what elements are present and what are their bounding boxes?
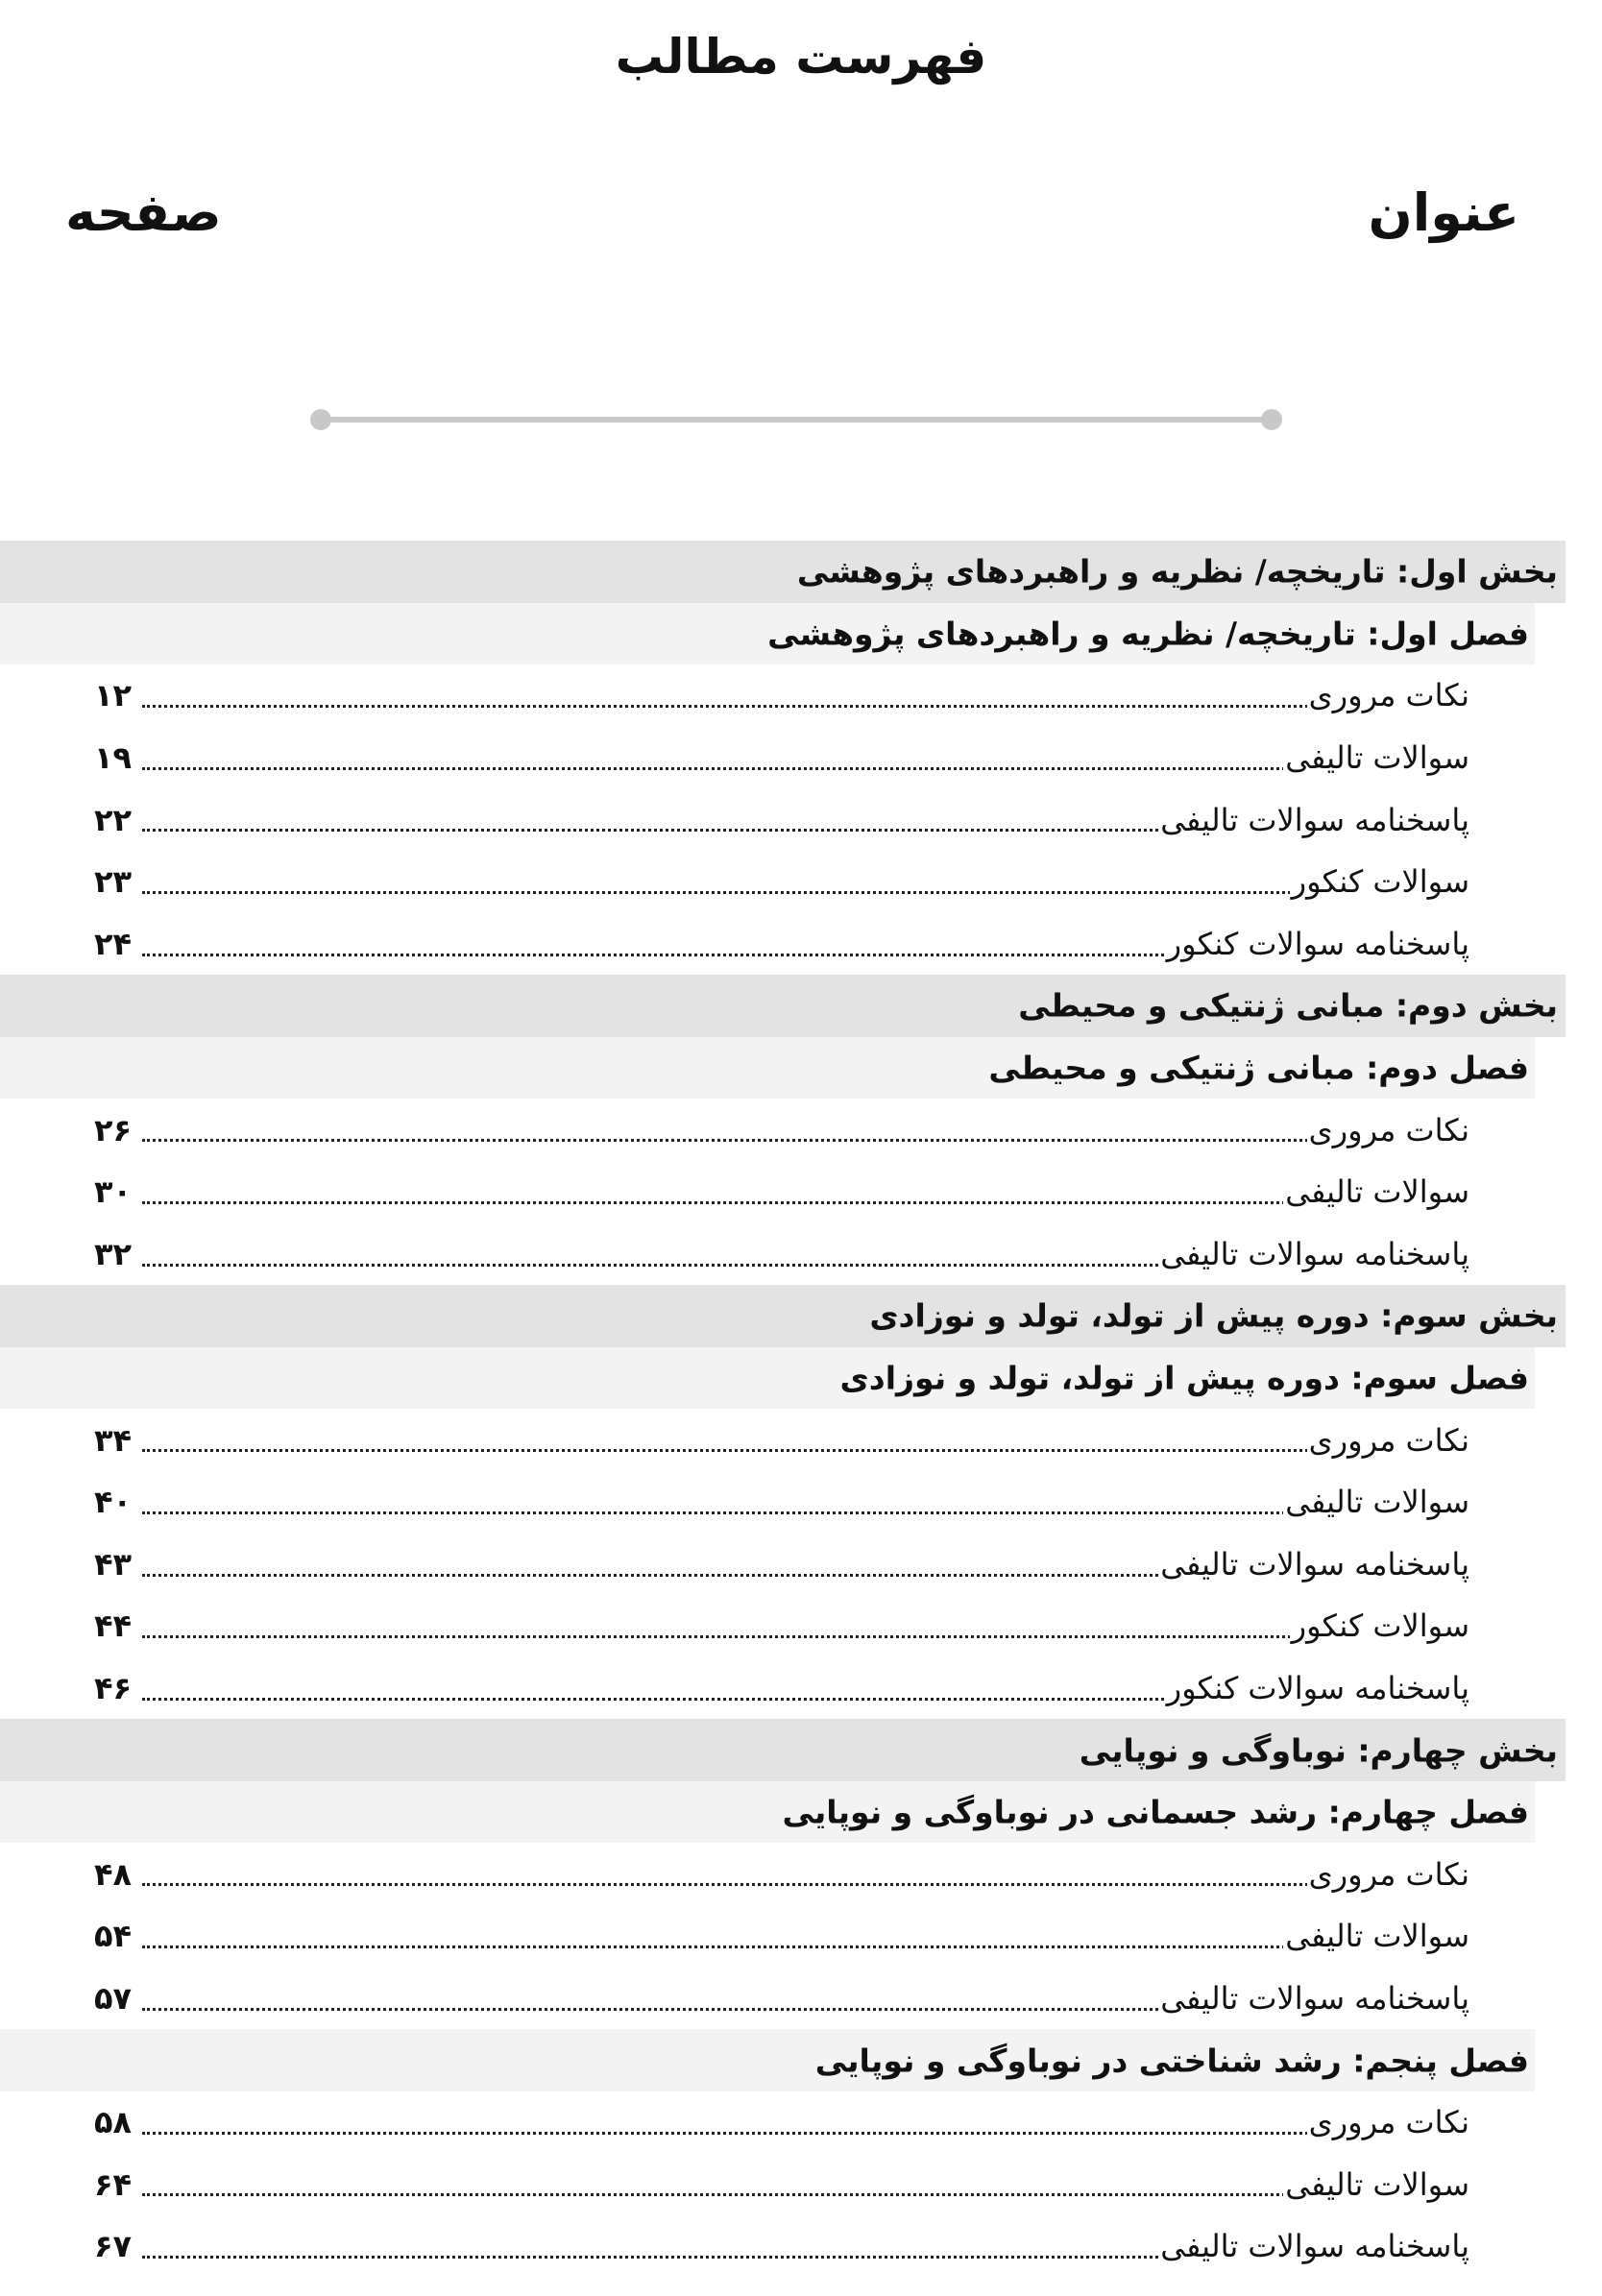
entry-title: پاسخنامه سوالات تالیفی [1160, 1979, 1469, 2017]
chapter-heading: فصل سوم: دوره پیش از تولد، تولد و نوزادی [839, 1359, 1529, 1397]
entry-page-number: ۴۸ [94, 1855, 133, 1893]
toc-entry [0, 1471, 1602, 1534]
entry-title: پاسخنامه سوالات کنکور [1166, 925, 1469, 962]
part-heading-row [0, 1719, 1566, 1781]
dot-leader [142, 2132, 1469, 2135]
dot-leader [142, 1449, 1469, 1452]
entry-title: نکات مروری [1308, 677, 1469, 714]
dot-leader [142, 767, 1469, 770]
chapter-heading-row [0, 2029, 1535, 2091]
dot-leader [142, 1883, 1469, 1886]
entry-page-number: ۵۴ [94, 1918, 133, 1955]
entry-page-number: ۵۷ [94, 1979, 133, 2017]
entry-page-number: ۲۲ [94, 801, 133, 838]
dot-leader [142, 2193, 1469, 2196]
entry-page-number: ۶۴ [94, 2165, 133, 2203]
decorative-divider [310, 409, 1282, 430]
entry-title: پاسخنامه سوالات کنکور [1166, 1669, 1469, 1706]
chapter-heading-row [0, 1781, 1535, 1844]
chapter-heading: فصل دوم: مبانی ژنتیکی و محیطی [988, 1049, 1529, 1087]
toc-entry [0, 913, 1602, 976]
entry-title: سوالات کنکور [1291, 1607, 1469, 1645]
entry-title: سوالات تالیفی [1285, 1918, 1469, 1955]
page-column-header: صفحه [65, 182, 222, 243]
entry-page-number: ۱۲ [94, 677, 133, 714]
toc-entry [0, 1223, 1602, 1286]
entry-page-number: ۳۴ [94, 1421, 133, 1459]
entry-title: پاسخنامه سوالات تالیفی [1160, 1235, 1469, 1272]
toc-entry [0, 1968, 1602, 2030]
part-heading: بخش سوم: دوره پیش از تولد، تولد و نوزادی [869, 1296, 1558, 1335]
toc-entry [0, 1905, 1602, 1968]
entry-page-number: ۲۶ [94, 1111, 133, 1148]
title-column-header: عنوان [1368, 182, 1519, 243]
chapter-heading: فصل پنجم: رشد شناختی در نوباوگی و نوپایی [814, 2042, 1529, 2080]
entry-title: سوالات کنکور [1291, 863, 1469, 901]
entry-title: سوالات تالیفی [1285, 1484, 1469, 1521]
part-heading: بخش اول: تاریخچه/ نظریه و راهبردهای پژوهشی [796, 552, 1558, 591]
chapter-heading-row [0, 1037, 1535, 1100]
entry-title: سوالات تالیفی [1285, 1173, 1469, 1211]
toc-entry [0, 851, 1602, 913]
dot-leader [142, 1511, 1469, 1514]
entry-title: پاسخنامه سوالات تالیفی [1160, 1545, 1469, 1583]
toc-entry [0, 665, 1602, 727]
entry-title: سوالات تالیفی [1285, 2165, 1469, 2203]
chapter-heading: فصل چهارم: رشد جسمانی در نوباوگی و نوپایی [782, 1793, 1529, 1831]
part-heading-row [0, 1285, 1566, 1347]
part-heading: بخش چهارم: نوباوگی و نوپایی [1079, 1731, 1558, 1770]
entry-page-number: ۳۲ [94, 1235, 133, 1272]
dot-leader [142, 705, 1469, 708]
toc-entry [0, 727, 1602, 789]
entry-page-number: ۲۴ [94, 925, 133, 962]
chapter-heading-row [0, 603, 1535, 665]
toc-entry [0, 1161, 1602, 1223]
toc-entry [0, 1595, 1602, 1657]
toc-entry [0, 2091, 1602, 2154]
entry-title: پاسخنامه سوالات تالیفی [1160, 2228, 1469, 2265]
entry-page-number: ۶۷ [94, 2228, 133, 2265]
toc-entry [0, 2153, 1602, 2215]
entry-title: نکات مروری [1308, 1421, 1469, 1459]
toc-entry [0, 788, 1602, 851]
part-heading: بخش دوم: مبانی ژنتیکی و محیطی [1018, 986, 1558, 1025]
entry-page-number: ۴۳ [94, 1545, 133, 1583]
entry-page-number: ۳۰ [94, 1173, 133, 1211]
chapter-heading-row [0, 1347, 1535, 1410]
divider-bar [321, 417, 1272, 423]
entry-title: سوالات تالیفی [1285, 739, 1469, 777]
dot-leader [142, 1635, 1469, 1638]
entry-page-number: ۱۹ [94, 739, 133, 777]
entry-title: نکات مروری [1308, 1111, 1469, 1148]
entry-page-number: ۵۸ [94, 2104, 133, 2141]
toc-entry [0, 1843, 1602, 1905]
part-heading-row [0, 541, 1566, 603]
entry-page-number: ۴۰ [94, 1484, 133, 1521]
entry-title: پاسخنامه سوالات تالیفی [1160, 801, 1469, 838]
dot-leader [142, 1139, 1469, 1142]
dot-leader [142, 1201, 1469, 1204]
table-of-contents [0, 541, 1602, 2278]
part-heading-row [0, 975, 1566, 1037]
chapter-heading: فصل اول: تاریخچه/ نظریه و راهبردهای پژوهشی [767, 615, 1529, 653]
entry-page-number: ۴۴ [94, 1607, 133, 1645]
entry-page-number: ۲۳ [94, 863, 133, 901]
toc-entry [0, 1409, 1602, 1471]
entry-title: نکات مروری [1308, 1855, 1469, 1893]
dot-leader [142, 1946, 1469, 1948]
entry-page-number: ۴۶ [94, 1669, 133, 1706]
divider-dot-right [1261, 409, 1282, 430]
page-title: فهرست مطالب [615, 29, 987, 85]
dot-leader [142, 891, 1469, 894]
toc-entry [0, 1534, 1602, 1596]
toc-entry [0, 1657, 1602, 1720]
toc-entry [0, 2215, 1602, 2278]
entry-title: نکات مروری [1308, 2104, 1469, 2141]
toc-entry [0, 1099, 1602, 1161]
